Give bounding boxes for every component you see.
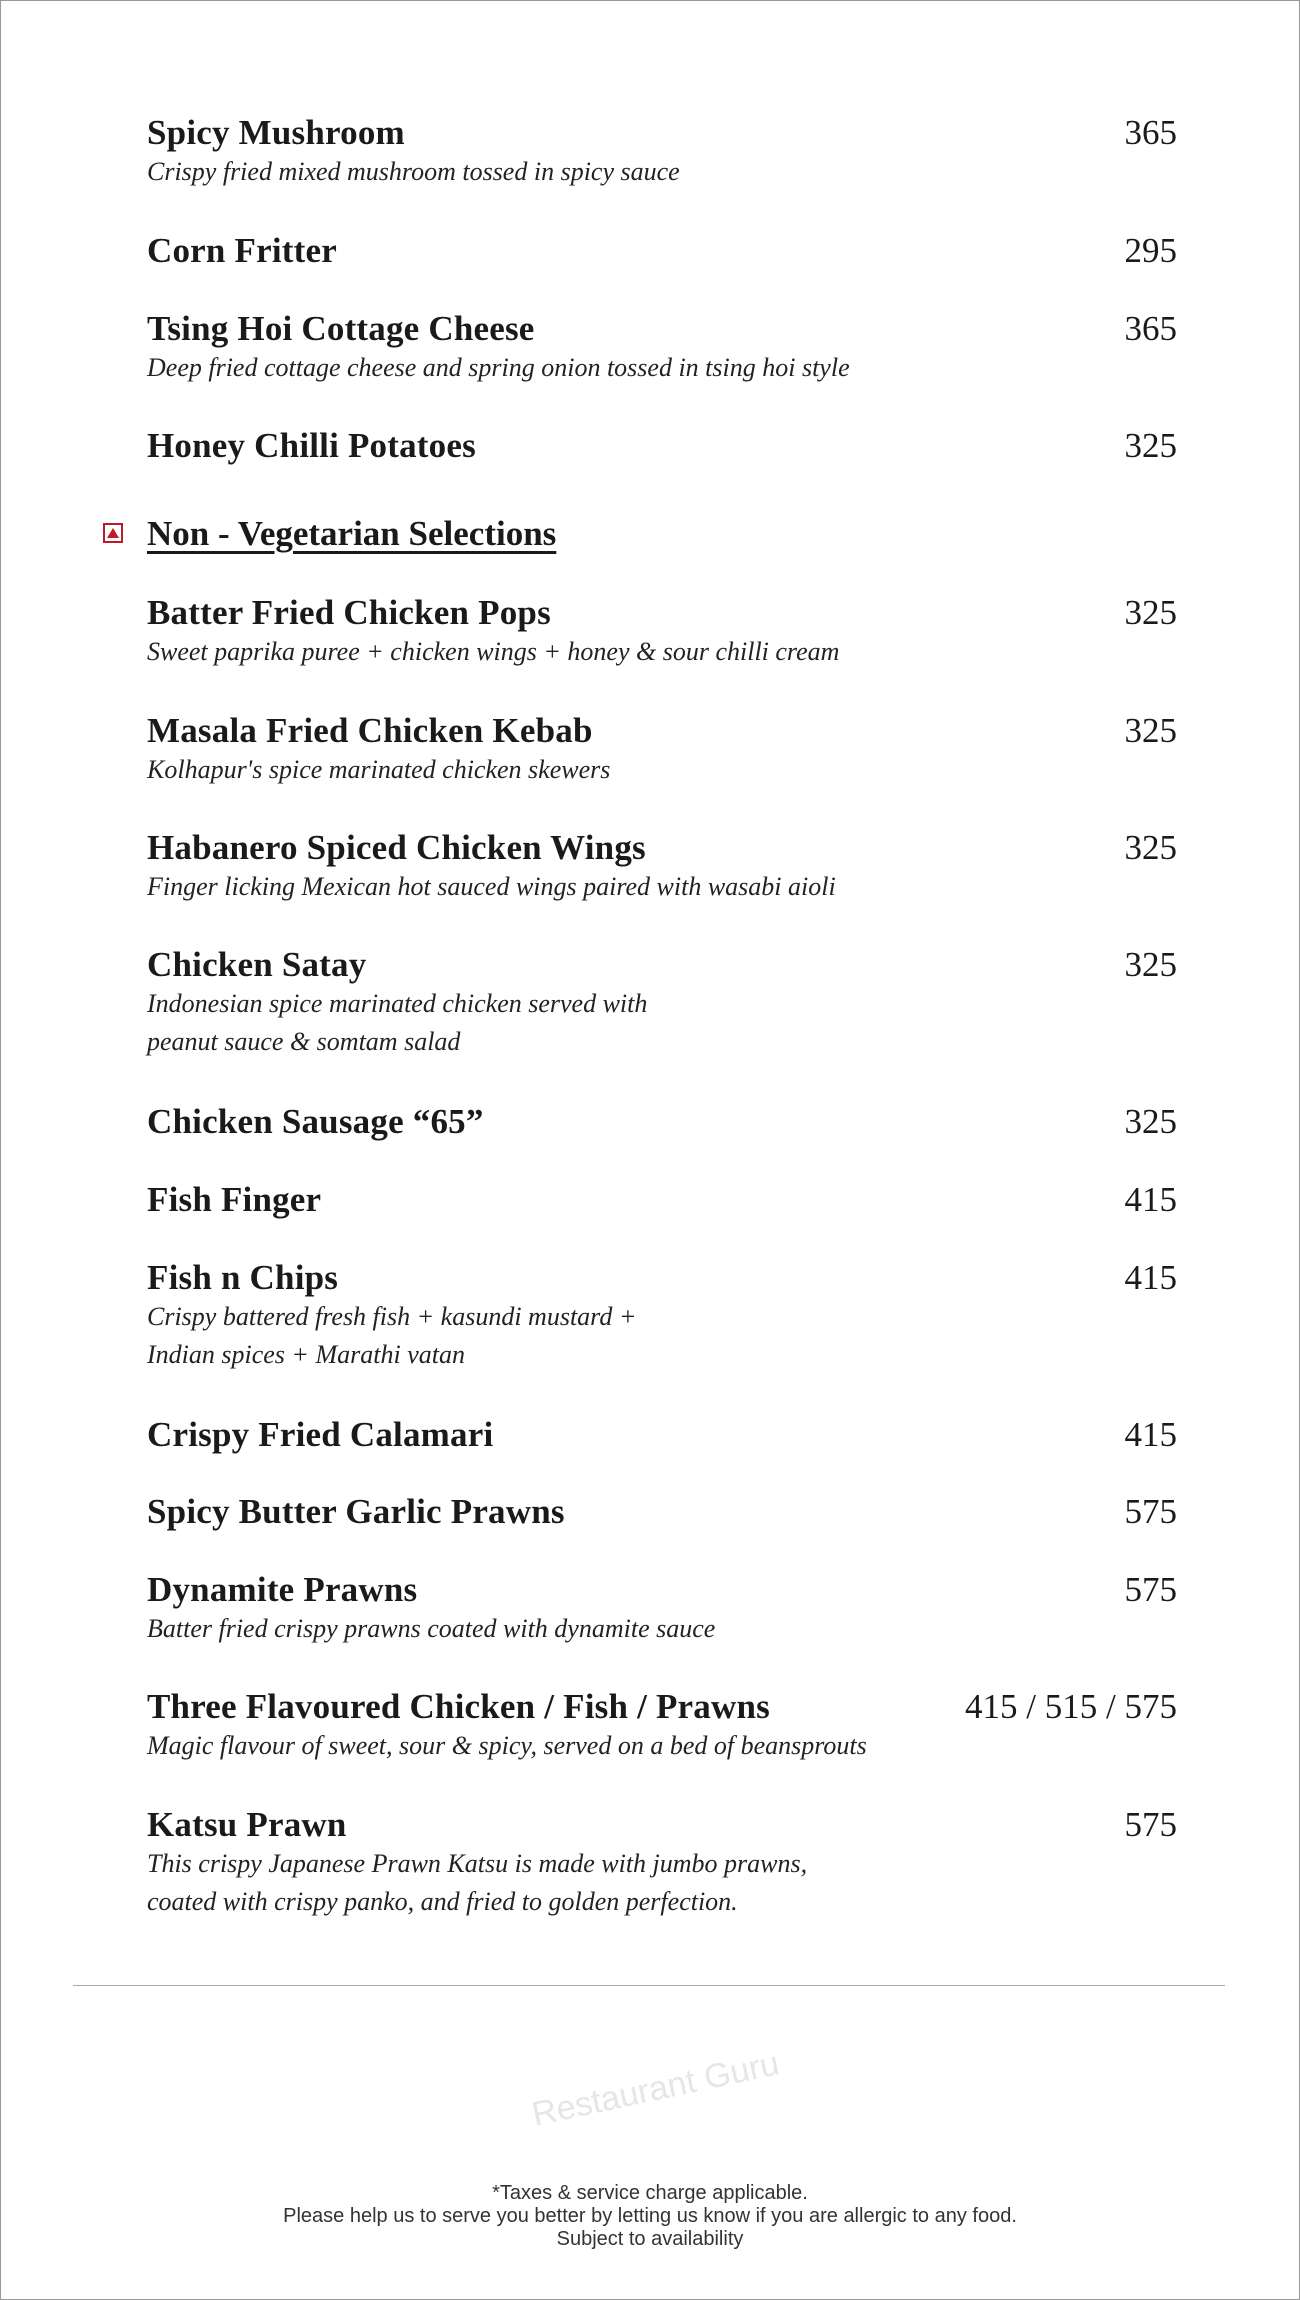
item-name: Spicy Mushroom	[147, 113, 405, 152]
menu-item-header	[147, 1687, 1177, 1727]
item-description: Crispy fried mixed mushroom tossed in spicy sauce	[147, 157, 680, 186]
item-name: Chicken Sausage “65”	[147, 1102, 484, 1141]
item-price: 365	[1124, 113, 1177, 152]
item-price: 325	[1124, 945, 1177, 984]
menu-item	[147, 1805, 1177, 1921]
item-price: 415	[1124, 1180, 1177, 1219]
footer-notes	[0, 2182, 1300, 2251]
menu-item-header	[147, 1570, 1177, 1610]
menu-item-header	[147, 945, 1177, 985]
menu-item	[147, 1570, 1177, 1648]
item-price: 575	[1124, 1805, 1177, 1844]
menu-item-header	[147, 711, 1177, 751]
item-price: 325	[1124, 593, 1177, 632]
menu-item	[147, 1180, 1177, 1220]
watermark: Restaurant Guru	[528, 2044, 783, 2134]
menu-item-header	[147, 1415, 1177, 1455]
item-price: 365	[1124, 309, 1177, 348]
item-name: Fish n Chips	[147, 1258, 339, 1297]
footer-taxes: *Taxes & service charge applicable.	[492, 2182, 808, 2204]
menu-item-header	[147, 1805, 1177, 1845]
footer-allergy: Please help us to serve you better by letting us know if you are allergic to any food.	[283, 2205, 1017, 2227]
item-name: Dynamite Prawns	[147, 1570, 418, 1609]
item-name: Chicken Satay	[147, 945, 367, 984]
item-description: Indian spices + Marathi vatan	[147, 1340, 465, 1369]
non-veg-icon	[103, 523, 123, 543]
menu-item	[147, 593, 1177, 671]
item-name: Corn Fritter	[147, 231, 337, 270]
item-price: 325	[1124, 426, 1177, 465]
item-description: Finger licking Mexican hot sauced wings paired with wasabi aioli	[147, 872, 836, 901]
menu-item	[147, 1492, 1177, 1532]
item-description: Kolhapur's spice marinated chicken skewers	[147, 755, 611, 784]
item-price: 295	[1124, 231, 1177, 270]
item-name: Tsing Hoi Cottage Cheese	[147, 309, 535, 348]
item-price: 415	[1124, 1258, 1177, 1297]
menu-item	[147, 113, 1177, 191]
item-name: Masala Fried Chicken Kebab	[147, 711, 593, 750]
item-description: coated with crispy panko, and fried to golden perfection.	[147, 1887, 738, 1916]
menu-item	[147, 1258, 1177, 1374]
item-name: Habanero Spiced Chicken Wings	[147, 828, 646, 867]
item-description: Crispy battered fresh fish + kasundi mustard +	[147, 1302, 637, 1331]
menu-item-header	[147, 593, 1177, 633]
menu-item-header	[147, 1102, 1177, 1142]
menu-item-header	[147, 828, 1177, 868]
item-name: Katsu Prawn	[147, 1805, 347, 1844]
menu-item-header	[147, 309, 1177, 349]
item-price: 575	[1124, 1492, 1177, 1531]
item-description: Batter fried crispy prawns coated with dynamite sauce	[147, 1614, 716, 1643]
menu-item-header	[147, 1258, 1177, 1298]
menu-item	[147, 309, 1177, 387]
item-price: 415	[1124, 1415, 1177, 1454]
footer-availability: Subject to availability	[556, 2228, 744, 2250]
item-price: 575	[1124, 1570, 1177, 1609]
item-name: Three Flavoured Chicken / Fish / Prawns	[147, 1687, 770, 1726]
menu-item-header	[147, 426, 1177, 466]
item-description: peanut sauce & somtam salad	[147, 1027, 461, 1056]
menu-item-header	[147, 1180, 1177, 1220]
item-description: Indonesian spice marinated chicken served with	[147, 989, 648, 1018]
menu-item-header	[147, 113, 1177, 153]
menu-item	[147, 1687, 1177, 1765]
item-price: 325	[1124, 1102, 1177, 1141]
section-heading-non-veg: Non - Vegetarian Selections	[147, 514, 557, 553]
item-description: Deep fried cottage cheese and spring onion tossed in tsing hoi style	[147, 353, 850, 382]
item-name: Spicy Butter Garlic Prawns	[147, 1492, 565, 1531]
menu-item	[147, 828, 1177, 906]
item-description: Sweet paprika puree + chicken wings + honey & sour chilli cream	[147, 637, 840, 666]
item-name: Fish Finger	[147, 1180, 322, 1219]
item-description: Magic flavour of sweet, sour & spicy, served on a bed of beansprouts	[147, 1731, 867, 1760]
menu-item	[147, 711, 1177, 789]
item-price: 325	[1124, 828, 1177, 867]
item-name: Honey Chilli Potatoes	[147, 426, 476, 465]
menu-item	[147, 426, 1177, 466]
item-price: 325	[1124, 711, 1177, 750]
divider	[73, 1985, 1225, 1986]
menu-item	[147, 945, 1177, 1061]
item-description: This crispy Japanese Prawn Katsu is made with jumbo prawns,	[147, 1849, 808, 1878]
menu-item	[147, 231, 1177, 271]
item-name: Crispy Fried Calamari	[147, 1415, 494, 1454]
item-name: Batter Fried Chicken Pops	[147, 593, 551, 632]
item-price: 415 / 515 / 575	[965, 1687, 1177, 1726]
menu-item-header	[147, 1492, 1177, 1532]
menu-item-header	[147, 231, 1177, 271]
menu-item	[147, 1102, 1177, 1142]
menu-item	[147, 1415, 1177, 1455]
